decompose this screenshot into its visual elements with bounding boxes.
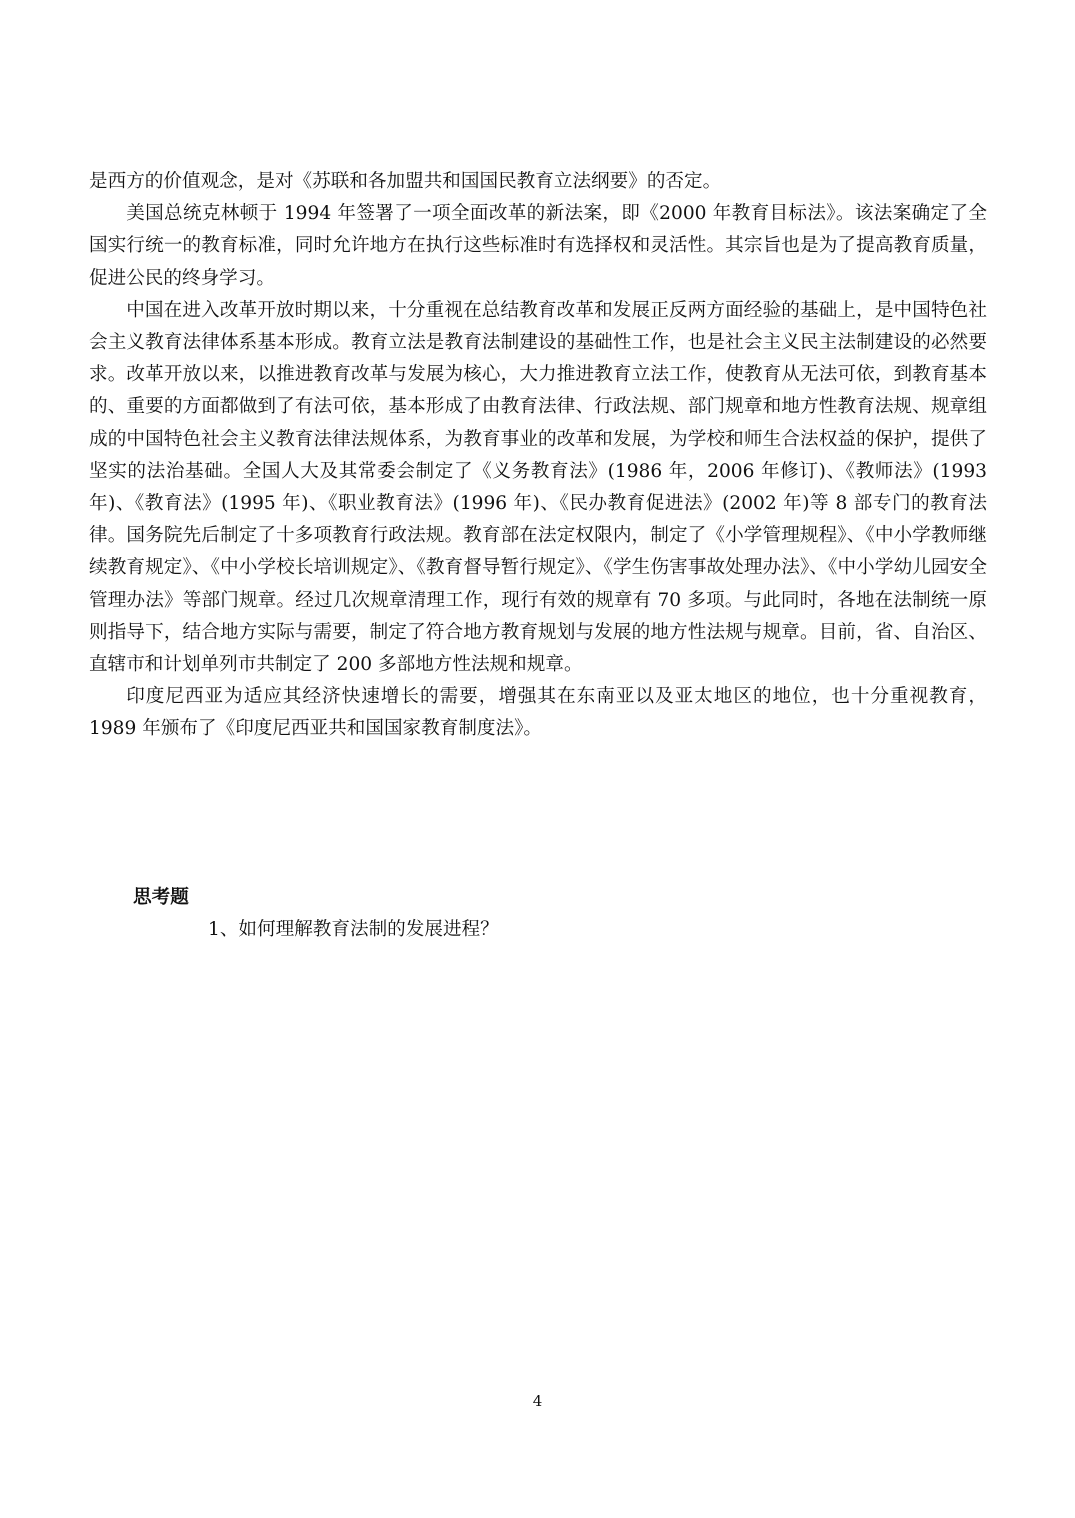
paragraph-china-education-law: 中国在进入改革开放时期以来，十分重视在总结教育改革和发展正反两方面经验的基础上，是中国特色社会主义教育法律体系基本形成。教育立法是教育法制建设的基础性工作，也是社会主义民主法制建设的必然要求。改革开放以来，以推进教育改革与发展为核心，大力推进教育立法工作，使教育从无法可依，到教育基本的、重要的方面都做到了有法可依，基本形成了由教育法律、行政法规、部门规章和地方性教育法规、规章组成的中国特色社会主义教育法律法规体系，为教育事业的改革和发展，为学校和师生合法权益的保护，提供了坚实的法治基础。全国人大及其常委会制定了《义务教育法》(1986 年，2006 年修订)、《教师法》(1993 年)、《教育法》(1995 年)、《职业教育法》(1996 年)、《民办教育促进法》(2002 年)等 8 部专门的教育法律。国务院先后制定了十多项教育行政法规。教育部在法定权限内，制定了《小学管理规程》、《中小学教师继续教育规定》、《中小学校长培训规定》、《教育督导暂行规定》、《学生伤害事故处理办法》、《中小学幼儿园安全管理办法》等部门规章。经过几次规章清理工作，现行有效的规章有 70 多项。与此同时，各地在法制统一原则指导下，结合地方实际与需要，制定了符合地方教育规划与发展的地方性法规与规章。目前，省、自治区、直辖市和计划单列市共制定了 200 多部地方性法规和规章。 [89,299,987,676]
document-body [89,166,987,746]
page-number: 4 [532,1392,543,1410]
paragraph-usa-education-law: 美国总统克林顿于 1994 年签署了一项全面改革的新法案，即《2000 年教育目标法》。该法案确定了全国实行统一的教育标准，同时允许地方在执行这些标准时有选择权和灵活性。其宗旨也是为了提高教育质量，促进公民的终身学习。 [89,203,987,289]
question-item: 1、如何理解教育法制的发展进程？ [208,919,499,940]
paragraph-continuation: 是西方的价值观念，是对《苏联和各加盟共和国国民教育立法纲要》的否定。 [89,171,722,192]
questions-heading: 思考题 [133,887,189,908]
paragraph-indonesia-education-law: 印度尼西亚为适应其经济快速增长的需要，增强其在东南亚以及亚太地区的地位，也十分重视教育，1989 年颁布了《印度尼西亚共和国国家教育制度法》。 [89,686,987,740]
